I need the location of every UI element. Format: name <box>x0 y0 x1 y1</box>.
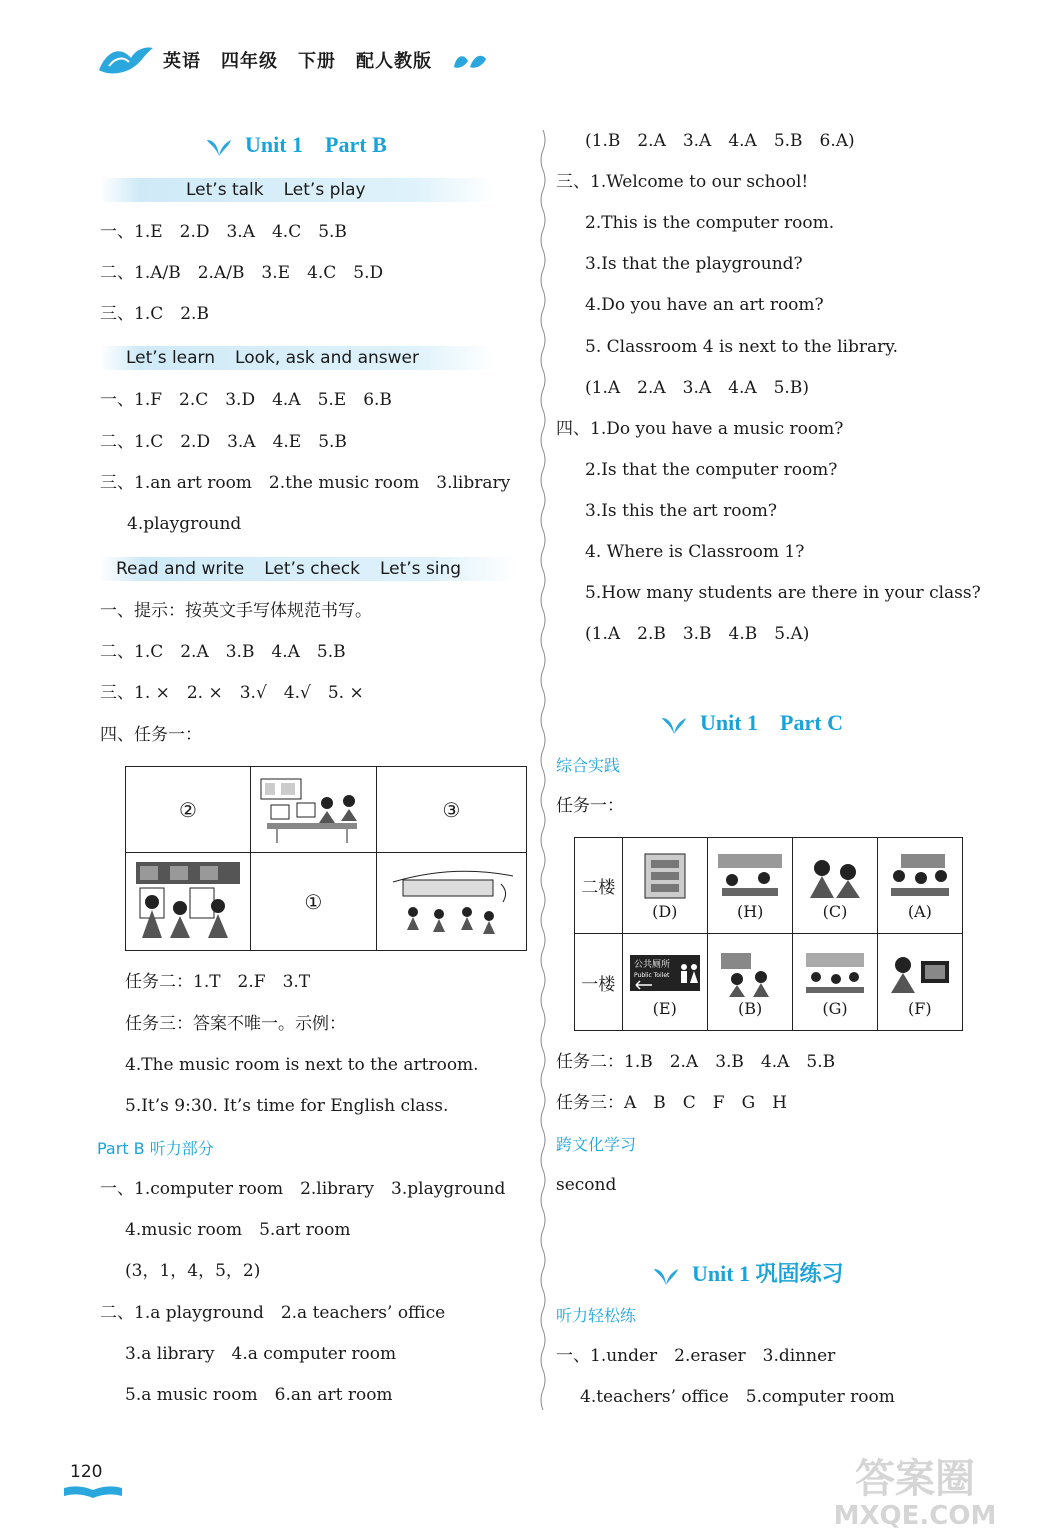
answer-line: 5.a music room 6.an art room <box>125 1385 393 1405</box>
answer-line: 4.teachers’ office 5.computer room <box>580 1387 895 1407</box>
answer-line: 4.playground <box>127 514 242 534</box>
room-letter: (C) <box>822 902 848 921</box>
room-cell <box>622 934 707 1031</box>
answer-line: 5.How many students are there in your class? <box>585 583 981 603</box>
band-item: Look, ask and answer <box>235 348 419 368</box>
answer-line: 一、1.under 2.eraser 3.dinner <box>556 1346 836 1366</box>
header-subject: 英语 <box>163 51 201 72</box>
circled-number: ③ <box>442 797 461 822</box>
floor-plan-table <box>574 837 963 1031</box>
bird-logo-icon <box>95 40 155 80</box>
toilet-sign-picture <box>628 947 702 999</box>
band-item: Let’s check <box>264 559 360 579</box>
section-label-listening-practice: 听力轻松练 <box>556 1306 637 1325</box>
room-letter: (F) <box>908 998 932 1018</box>
answer-line: 5.It’s 9:30. It’s time for English class. <box>125 1096 449 1116</box>
band-lets-talk <box>100 178 494 202</box>
answer-line: 3.Is that the playground? <box>585 254 803 274</box>
band-lets-learn <box>100 346 494 370</box>
answer-line: 四、1.Do you have a music room? <box>556 419 844 439</box>
answer-line: 三、1.Welcome to our school! <box>556 172 809 192</box>
band-read-write <box>100 557 516 581</box>
page-number-text: 120 <box>70 1462 103 1482</box>
section-label-practice: 综合实践 <box>556 756 621 775</box>
watermark-logo <box>815 1450 1025 1530</box>
answer-line: 任务一： <box>556 796 624 816</box>
music-room-picture <box>715 947 785 999</box>
library-picture <box>635 850 695 902</box>
grid-cell <box>376 853 526 951</box>
room-cell <box>877 934 962 1031</box>
leaf-icon <box>652 1265 680 1287</box>
room-letter: (H) <box>736 902 764 921</box>
answer-line: 5. Classroom 4 is next to the library. <box>585 337 898 357</box>
band-item: Read and write <box>116 559 245 579</box>
room-letter: (G) <box>822 998 848 1018</box>
answer-line: 2.This is the computer room. <box>585 213 835 233</box>
sign-text-cn: 公共厕所 <box>633 959 670 970</box>
band-item: Let’s play <box>283 180 366 200</box>
page-header <box>95 40 488 80</box>
grid-cell <box>376 767 526 853</box>
leaf-icon <box>660 714 688 736</box>
section-label-listening: Part B 听力部分 <box>97 1139 214 1158</box>
answer-line: 任务三：A B C F G H <box>556 1093 787 1113</box>
computer-room-picture <box>885 947 955 999</box>
playground-picture <box>383 862 519 942</box>
header-edition: 配人教版 <box>356 51 432 72</box>
answer-line: 二、1.A/B 2.A/B 3.E 4.C 5.D <box>100 263 384 283</box>
answer-line: (3，1，4，5，2) <box>125 1261 261 1281</box>
book-icon <box>62 1484 124 1498</box>
answer-line: 四、任务一： <box>100 725 202 745</box>
room-cell <box>622 838 707 934</box>
band-item: Let’s talk <box>186 180 264 200</box>
answer-line: (1.B 2.A 3.A 4.A 5.B 6.A) <box>585 131 855 151</box>
room-letter: (A) <box>907 902 932 921</box>
answer-line: 2.Is that the computer room? <box>585 460 838 480</box>
column-divider <box>538 130 548 1410</box>
answer-line: second <box>556 1175 617 1195</box>
circled-number: ① <box>304 889 323 914</box>
answer-line: 二、1.a playground 2.a teachers’ office <box>100 1303 446 1323</box>
task-grid <box>125 766 527 951</box>
answer-line: 一、1.computer room 2.library 3.playground <box>100 1179 506 1199</box>
grid-cell <box>251 767 377 853</box>
computer-room-picture <box>257 773 369 847</box>
header-grade: 四年级 <box>221 51 278 72</box>
room-letter: (E) <box>652 998 677 1018</box>
room-cell <box>707 838 792 934</box>
section-title-part-c <box>660 706 843 737</box>
answer-line: 任务三：答案不唯一。示例： <box>125 1014 346 1034</box>
answer-line: 一、1.E 2.D 3.A 4.C 5.B <box>100 222 347 242</box>
answer-line: 3.Is this the art room? <box>585 501 777 521</box>
answer-line: 4.music room 5.art room <box>125 1220 351 1240</box>
answer-line: 三、1.C 2.B <box>100 304 209 324</box>
grid-cell <box>251 853 377 951</box>
art-room-picture <box>130 858 246 946</box>
room-cell <box>793 838 877 934</box>
answer-line: 三、1. × 2. × 3.√ 4.√ 5. × <box>100 683 364 703</box>
header-term: 下册 <box>298 51 336 72</box>
answer-line: 一、1.F 2.C 3.D 4.A 5.E 6.B <box>100 390 392 410</box>
answer-line: 4.Do you have an art room? <box>585 295 824 315</box>
answer-line: 二、1.C 2.D 3.A 4.E 5.B <box>100 432 347 452</box>
sign-text-en: Public Toilet <box>633 971 670 979</box>
leaves-icon <box>452 49 488 71</box>
floor-label: 一楼 <box>575 934 623 1031</box>
title-text: Unit 1 Part C <box>700 710 843 735</box>
answer-line: 三、1.an art room 2.the music room 3.library <box>100 473 511 493</box>
answer-line: 4.The music room is next to the artroom. <box>125 1055 479 1075</box>
office-picture <box>714 850 786 902</box>
band-item: Let’s learn <box>126 348 216 368</box>
room-cell <box>707 934 792 1031</box>
floor-label: 二楼 <box>575 838 623 934</box>
answer-line: 3.a library 4.a computer room <box>125 1344 397 1364</box>
classroom-picture <box>885 850 955 902</box>
title-text: Unit 1 巩固练习 <box>692 1261 844 1286</box>
room-letter: (D) <box>652 902 678 921</box>
art-room-picture <box>800 850 870 902</box>
answer-line: 任务二：1.T 2.F 3.T <box>125 972 311 992</box>
answer-line: 一、提示：按英文手写体规范书写。 <box>100 601 372 621</box>
answer-line: 任务二：1.B 2.A 3.B 4.A 5.B <box>556 1052 836 1072</box>
answer-line: (1.A 2.B 3.B 4.B 5.A) <box>585 624 810 644</box>
answer-line: 二、1.C 2.A 3.B 4.A 5.B <box>100 642 346 662</box>
section-title-part-b <box>205 128 387 159</box>
watermark-en: MXQE.COM <box>833 1501 997 1530</box>
answer-line: 4. Where is Classroom 1? <box>585 542 805 562</box>
header-text <box>163 47 452 73</box>
section-title-review <box>652 1257 844 1288</box>
leaf-icon <box>205 136 233 158</box>
watermark-cn: 答案圈 <box>855 1456 975 1502</box>
playground-picture <box>800 947 870 999</box>
room-cell <box>793 934 877 1031</box>
room-cell <box>877 838 962 934</box>
title-text: Unit 1 Part B <box>245 132 387 157</box>
grid-cell <box>126 767 251 853</box>
answer-line: (1.A 2.A 3.A 4.A 5.B) <box>585 378 809 398</box>
page-number <box>62 1462 124 1496</box>
room-letter: (B) <box>738 998 763 1018</box>
grid-cell <box>126 853 251 951</box>
band-item: Let’s sing <box>379 559 462 579</box>
section-label-culture: 跨文化学习 <box>556 1135 637 1154</box>
circled-number: ② <box>179 797 197 822</box>
